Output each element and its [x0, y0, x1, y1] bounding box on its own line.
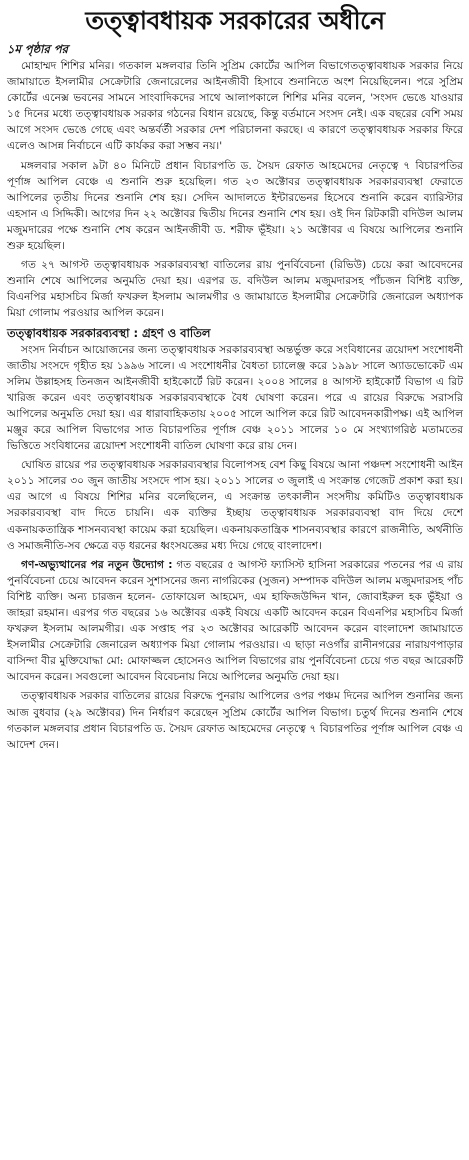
continued-from-label: ১ম পৃষ্ঠার পর: [7, 42, 68, 56]
article-paragraph: মোহাম্মদ শিশির মনির। গতকাল মঙ্গলবার তিনি সুপ্রিম কোর্টের আপিল বিভাগেতত্ত্বাবধায়ক সরকার নিয়ে জামায়াতে ইসলামীর সেক্রেটারি জেনারেলের আইনজীবী হিসাবে শুনানিতে অংশ নিয়েছিলেন। পরে সুপ্রিম কোর্টের এনেক্স ভবনের সামনে সাংবাদিকদের সাথে আলাপকালে শিশির মনির বলেন, 'সংসদ ভেঙে যাওয়ার ১৫ দিনের মধ্যে তত্ত্বাবধায়ক সরকার গঠনের বিধান রয়েছে, কিন্তু বর্তমানে সংসদ নেই। এক বছরের বেশি সময় আগে সংসদ ভেঙে গেছে এবং অন্তর্বর্তী সরকার দেশ পরিচালনা করছে। এ কারণে তত্ত্বাবধায়ক সরকার ফিরে এলেও আসন্ন নির্বাচনে এটি কার্যকর করা সম্ভব নয়।': [7, 60, 463, 153]
paragraph-text: গত বছরের ৫ আগস্ট ফ্যাসিস্ট হাসিনা সরকারের পতনের পর এ রায় পুনর্বিবেচনা চেয়ে আবেদন করেন সুশাসনের জন্য নাগরিকের (সুজন) সম্পাদক বদিউল আলম মজুমদারসহ পাঁচ বিশিষ্ট ব্যক্তি। অন্য চারজন হলেন- তোফায়েল আহমেদ, এম হাফিজউদ্দিন খান, জোবাইরুল হক ভুঁইয়া ও জাহরা রহমান। এরপর গত বছরের ১৬ অক্টোবর একই বিষয়ে একটি আবেদন করেন বিএনপির মহাসচিব মির্জা ফখরুল ইসলাম আলমগীর। এক সপ্তাহ পর ২৩ অক্টোবর আরেকটি আবেদন করেন বাংলাদেশ জামায়াতে ইসলামীর সেক্রেটারি জেনারেল অধ্যাপক মিয়া গোলাম পরওয়ার। এ ছাড়া নওগাঁর রানীনগরের নারায়ণপাড়ার বাসিন্দা বীর মুক্তিযোদ্ধা মো: মোফাজ্জল হোসেনও আপিল বিভাগের রায় পুনর্বিবেচনা চেয়ে গত বছর আরেকটি আবেদন করেন। সবগুলো আবেদন বিবেচনায় নিয়ে আপিলের অনুমতি দেয়া হয়।: [7, 558, 463, 684]
article-paragraph: [7, 557, 463, 686]
article-paragraph: সংসদ নির্বাচন আয়োজনের জন্য তত্ত্বাবধায়ক সরকারব্যবস্থা অন্তর্ভুক্ত করে সংবিধানের ত্রয়োদশ সংশোধনী জাতীয় সংসদে গৃহীত হয় ১৯৯৬ সালে। এ সংশোধনীর বৈধতা চ্যালেঞ্জ করে ১৯৯৮ সালে অ্যাডভোকেট এম সলিম উল্লাহসহ তিনজন আইনজীবী হাইকোর্টে রিট করেন। ২০০৪ সালের ৪ আগস্ট হাইকোর্ট বিভাগ এ রিট খারিজ করেন এবং তত্ত্বাবধায়ক সরকারব্যবস্থাকে বৈধ ঘোষণা করেন। পরে এ রায়ের বিরুদ্ধে সরাসরি আপিলের অনুমতি দেয়া হয়। এর ধারাবাহিকতায় ২০০৫ সালে আপিল করে রিট আবেদনকারীপক্ষ। এই আপিল মঞ্জুর করে আপিল বিভাগের সাত বিচারপতির পূর্ণাঙ্গ বেঞ্চ ২০১১ সালের ১০ মে সংখ্যাগরিষ্ঠ মতামতের ভিত্তিতে সংবিধানের ত্রয়োদশ সংশোধনী বাতিল ঘোষণা করে রায় দেন।: [7, 343, 463, 453]
section-heading: তত্ত্বাবধায়ক সরকারব্যবস্থা : গ্রহণ ও বাতিল: [7, 325, 211, 340]
article-paragraph: গত ২৭ আগস্ট তত্ত্বাবধায়ক সরকারব্যবস্থা বাতিলের রায় পুনর্বিবেচনা (রিভিউ) চেয়ে করা আবেদনের শুনানি শেষে আপিলের অনুমতি দেয়া হয়। এরপর ড. বদিউল আলম মজুমদারসহ পাঁচজন বিশিষ্ট ব্যক্তি, বিএনপির মহাসচিব মির্জা ফখরুল ইসলাম আলমগীর ও জামায়াতে ইসলামীর সেক্রেটারি জেনারেল অধ্যাপক মিয়া গোলাম পরওয়ার আপিল করেন।: [7, 259, 463, 320]
article-paragraph: মঙ্গলবার সকাল ৯টা ৪০ মিনিটে প্রধান বিচারপতি ড. সৈয়দ রেফাত আহমেদের নেতৃত্বে ৭ বিচারপতির পূর্ণাঙ্গ আপিল বেঞ্চে এ শুনানি শুরু হয়েছিল। গত ২৩ অক্টোবর তত্ত্বাবধায়ক সরকারব্যবস্থা ফেরাতে আপিলের তৃতীয় দিনের শুনানি শেষ হয়। সেদিন আদালতে ইন্টারভেনর হিসেবে শুনানি করেন ব্যারিস্টার এহসান এ সিদ্দিকী। আগের দিন ২২ অক্টোবর দ্বিতীয় দিনের শুনানি শেষ হয়। ওই দিন রিটকারী বদিউল আলম মজুমদারের পক্ষে শুনানি শেষ করেন আইনজীবী ড. শরীফ ভূঁইয়া। ২১ অক্টোবর এ বিষয়ে আপিলের শুনানি শুরু হয়েছিল।: [7, 159, 463, 253]
article-headline: তত্ত্বাবধায়ক সরকারের অধীনে: [85, 6, 385, 35]
article-paragraph: ঘোষিত রায়ের পর তত্ত্বাবধায়ক সরকারব্যবস্থার বিলোপসহ বেশ কিছু বিষয়ে আনা পঞ্চদশ সংশোধনী আইন ২০১১ সালের ৩০ জুন জাতীয় সংসদে পাস হয়। ২০১১ সালের ৩ জুলাই এ সংক্রান্ত গেজেট প্রকাশ করা হয়। এর আগে এ বিষয়ে শিশির মনির বলেছিলেন, এ সংক্রান্ত তৎকালীন সংসদীয় কমিটিও তত্ত্বাবধায়ক সরকারব্যবস্থা বাদ দিতে চায়নি। এক ব্যক্তির ইচ্ছায় তত্ত্বাবধায়ক সরকারব্যবস্থা বাদ দিয়ে দেশে একনায়কতান্ত্রিক শাসনব্যবস্থা কায়েম করা হয়েছিল। একনায়কতান্ত্রিক শাসনব্যবস্থার কারণে রাজনীতি, অর্থনীতি ও সমাজনীতি-সব ক্ষেত্রে বড় ধরনের ধ্বংসযজ্ঞের মধ্য দিয়ে গেছে বাংলাদেশ।: [7, 459, 463, 552]
article-paragraph: তত্ত্বাবধায়ক সরকার বাতিলের রায়ের বিরুদ্ধে পুনরায় আপিলের ওপর পঞ্চম দিনের আপিল শুনানির জন্য আজ বুধবার (২৯ অক্টোবর) দিন নির্ধারণ করেছেন সুপ্রিম কোর্টের আপিল বিভাগ। চতুর্থ দিনের শুনানি শেষে গতকাল মঙ্গলবার প্রধান বিচারপতি ড. সৈয়দ রেফাত আহমেদের নেতৃত্বে ৭ বিচারপতির পূর্ণাঙ্গ আপিল বেঞ্চ এ আদেশ দেন।: [7, 690, 463, 751]
inline-section-heading: গণ-অভ্যুত্থানের পর নতুন উদ্যোগ :: [21, 558, 173, 571]
